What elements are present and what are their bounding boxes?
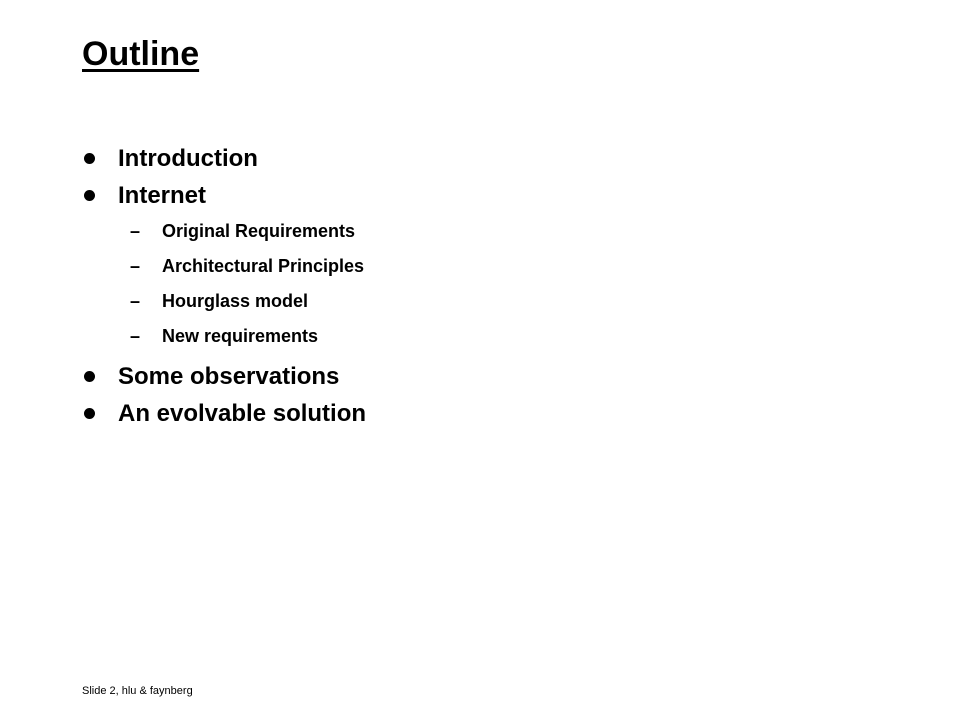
outline-item-some-observations: [82, 358, 366, 395]
slide-title: Outline: [82, 35, 200, 73]
bullet-dot-icon: [84, 408, 95, 419]
outline-item-introduction: [82, 140, 366, 177]
sub-item-label: Original Requirements: [162, 221, 356, 241]
outline-item-internet: [82, 177, 366, 214]
sub-item-label: New requirements: [162, 326, 319, 346]
outline-item-label: Some observations: [118, 362, 340, 390]
sub-item-new-requirements: [82, 319, 366, 354]
sub-item-architectural-principles: [82, 249, 366, 284]
internet-sublist: [82, 214, 366, 354]
slide-footer: Slide 2, hlu & faynberg: [82, 685, 193, 697]
sub-item-label: Hourglass model: [162, 291, 309, 311]
bullet-dot-icon: [84, 190, 95, 201]
outline-item-label: Internet: [118, 181, 207, 209]
sub-item-hourglass-model: [82, 284, 366, 319]
outline-item-label: Introduction: [118, 144, 258, 172]
dash-marker-icon: –: [130, 256, 141, 276]
dash-marker-icon: –: [130, 291, 141, 311]
sub-item-original-requirements: [82, 214, 366, 249]
outline-list: [82, 140, 366, 432]
internet-sublist-container: [82, 214, 366, 354]
dash-marker-icon: –: [130, 221, 141, 241]
bullet-dot-icon: [84, 371, 95, 382]
bullet-dot-icon: [84, 153, 95, 164]
outline-item-label: An evolvable solution: [118, 399, 367, 427]
dash-marker-icon: –: [130, 326, 141, 346]
outline-item-evolvable-solution: [82, 395, 366, 432]
sub-item-label: Architectural Principles: [162, 256, 365, 276]
